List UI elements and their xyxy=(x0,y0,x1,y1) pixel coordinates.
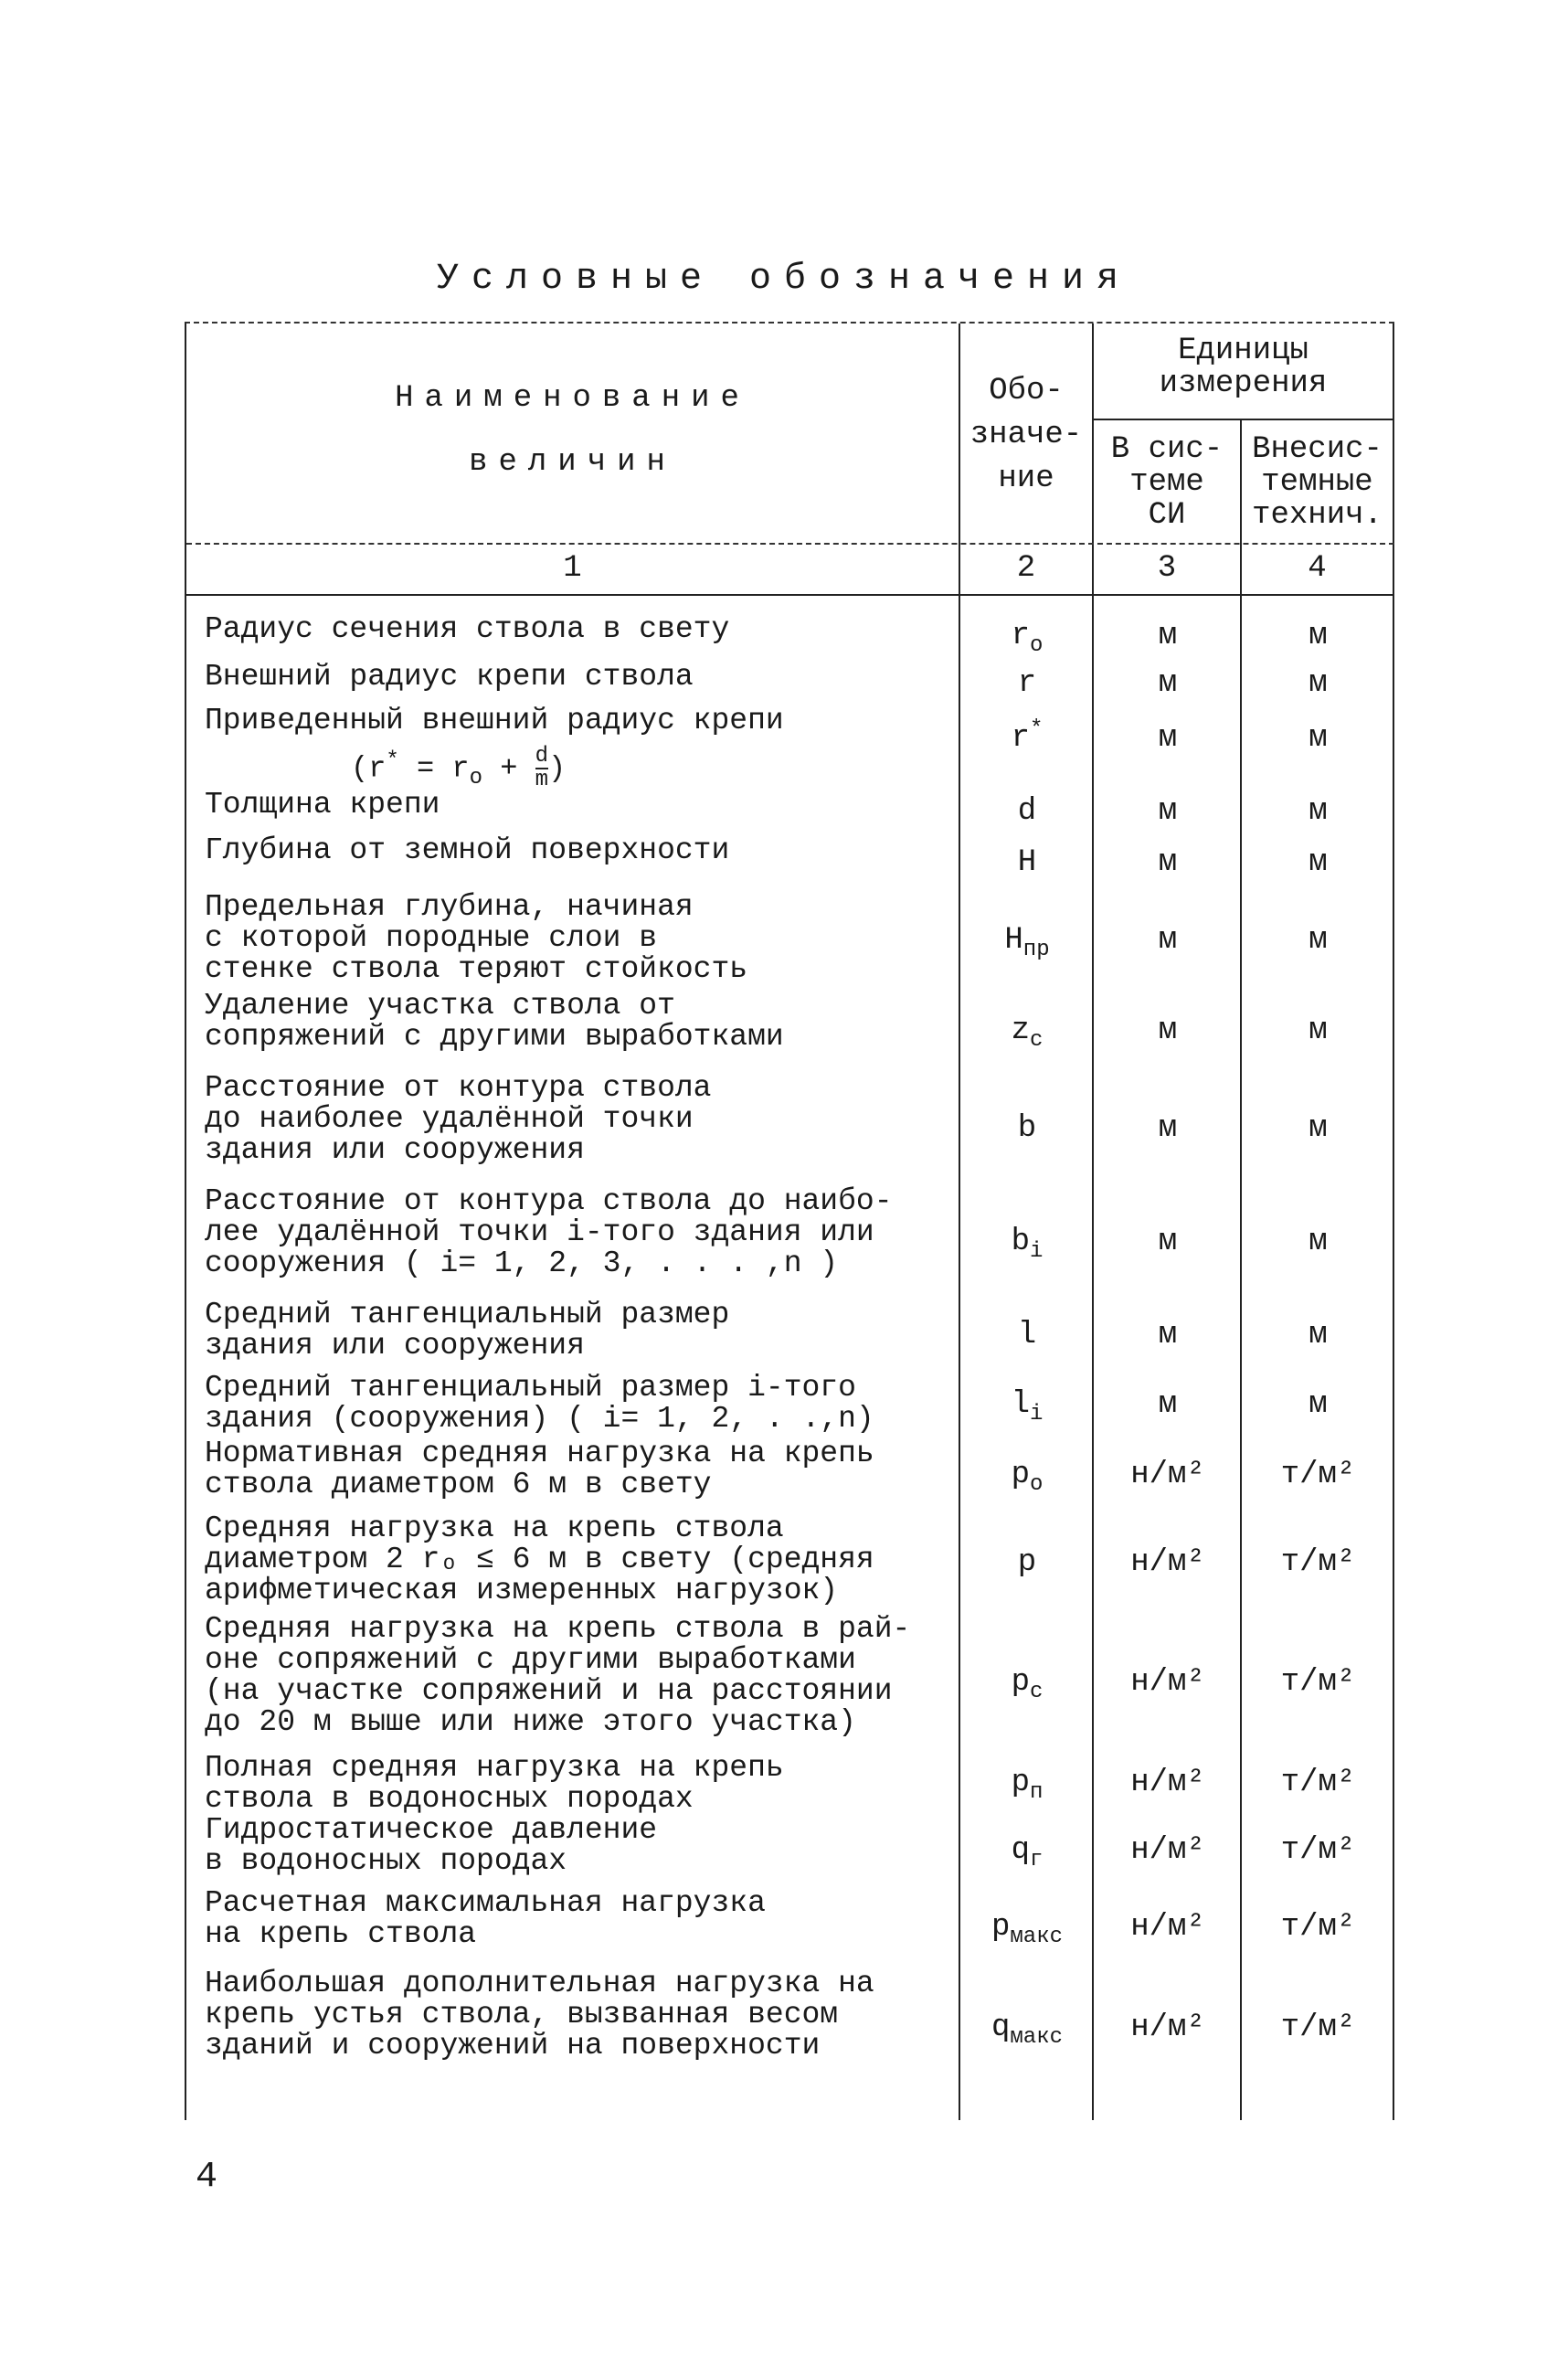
unit-si: н/м² xyxy=(1130,2010,1205,2045)
quantity-symbol: $p_{макс}$ xyxy=(991,1910,1063,1949)
unit-si: н/м² xyxy=(1130,1545,1205,1580)
quantity-name: Расстояние от контура ствола до наиболее удалённой точки здания или сооружения xyxy=(205,1071,712,1167)
table-row xyxy=(186,1373,1394,1437)
quantity-symbol: $b_i$ xyxy=(1011,1225,1044,1264)
quantity-name: Расчетная максимальная нагрузка на крепь ствола xyxy=(205,1886,766,1951)
unit-si: м xyxy=(1158,1387,1178,1422)
quantity-symbol: $p_c$ xyxy=(1011,1665,1044,1704)
table-row xyxy=(186,1299,1394,1371)
quantity-name: Приведенный внешний радиус крепи xyxy=(205,704,784,737)
header-name-line1: Наименование xyxy=(395,381,750,416)
quantity-name: Глубина от земной поверхности xyxy=(205,833,730,867)
unit-si: м xyxy=(1158,1013,1178,1048)
quantity-name: Полная средняя нагрузка на крепь ствола в водоносных породах xyxy=(205,1751,784,1816)
table-row xyxy=(186,991,1394,1071)
unit-si: н/м² xyxy=(1130,1458,1205,1492)
column-number: 2 xyxy=(1016,551,1036,586)
quantity-symbol: $q_{макс}$ xyxy=(991,2010,1063,2050)
table-row xyxy=(186,835,1394,890)
quantity-name: Средний тангенциальный размер здания или сооружения xyxy=(205,1298,730,1363)
quantity-symbol: b xyxy=(1017,1111,1037,1146)
table-row xyxy=(186,1513,1394,1612)
unit-tech: м xyxy=(1308,1111,1328,1146)
unit-tech: м xyxy=(1308,794,1328,829)
quantity-symbol: $z_c$ xyxy=(1011,1013,1044,1053)
quantity-symbol: l xyxy=(1017,1318,1037,1352)
unit-si: м xyxy=(1158,721,1178,756)
unit-si: м xyxy=(1158,619,1178,653)
quantity-name: Толщина крепи xyxy=(205,788,440,822)
table-row xyxy=(186,1751,1394,1816)
quantity-symbol: $r_o$ xyxy=(1011,619,1044,658)
unit-tech: т/м² xyxy=(1280,1545,1356,1580)
unit-tech: т/м² xyxy=(1280,1665,1356,1700)
unit-si: м xyxy=(1158,923,1178,958)
unit-si: н/м² xyxy=(1130,1833,1205,1868)
unit-tech: м xyxy=(1308,1225,1328,1259)
header-name-line2: величин xyxy=(469,445,676,480)
unit-tech: т/м² xyxy=(1280,2010,1356,2045)
unit-tech: м xyxy=(1308,1387,1328,1422)
unit-tech: м xyxy=(1308,619,1328,653)
table-row xyxy=(186,1438,1394,1512)
header-symbol: Обо- значе- ние xyxy=(969,374,1083,496)
unit-tech: т/м² xyxy=(1280,1910,1356,1945)
unit-tech: м xyxy=(1308,721,1328,756)
unit-tech: м xyxy=(1308,1318,1328,1352)
page-title: Условные обозначения xyxy=(436,259,1132,300)
page-number: 4 xyxy=(196,2157,218,2198)
unit-si: м xyxy=(1158,794,1178,829)
quantity-symbol: $p_п$ xyxy=(1011,1766,1044,1805)
table-row xyxy=(186,1815,1394,1886)
unit-si: м xyxy=(1158,845,1178,880)
quantity-symbol: $H_{пр}$ xyxy=(1004,923,1050,962)
header-rule xyxy=(186,543,1394,545)
table-row xyxy=(186,1073,1394,1184)
quantity-name: Внешний радиус крепи ствола xyxy=(205,660,694,694)
unit-si: м xyxy=(1158,1318,1178,1352)
unit-tech: т/м² xyxy=(1280,1833,1356,1868)
table-row xyxy=(186,1614,1394,1751)
quantity-symbol: r* xyxy=(1011,716,1044,756)
unit-tech: т/м² xyxy=(1280,1458,1356,1492)
header-units-si: В сис- теме СИ xyxy=(1110,432,1224,533)
quantity-name: Удаление участка ствола от сопряжений с другими выработками xyxy=(205,989,784,1054)
unit-si: м xyxy=(1158,1225,1178,1259)
formula: ($r^* = r_o$ + $\frac{d}{m}$ ) xyxy=(351,744,567,792)
header-units-tech: Внесис- темные технич. xyxy=(1252,432,1383,533)
column-number-rule xyxy=(186,594,1394,596)
table-row xyxy=(186,1186,1394,1298)
quantity-name: Средняя нагрузка на крепь ствола в рай- оне сопряжений с другими выработками (на участке сопряжений и на расстоянии до 20 м выше или ниже этого участка) xyxy=(205,1612,911,1739)
quantity-symbol: p xyxy=(1017,1545,1037,1580)
unit-tech: м xyxy=(1308,923,1328,958)
unit-tech: м xyxy=(1308,845,1328,880)
unit-si: н/м² xyxy=(1130,1766,1205,1800)
quantity-symbol: H xyxy=(1017,845,1037,880)
quantity-name: Гидростатическое давление в водоносных породах xyxy=(205,1813,658,1878)
units-subheader-rule xyxy=(1092,419,1394,420)
unit-tech: м xyxy=(1308,666,1328,701)
quantity-name: Нормативная средняя нагрузка на крепь ствола диаметром 6 м в свету xyxy=(205,1437,874,1501)
quantity-name: Средняя нагрузка на крепь ствола диаметром 2 rₒ ≤ 6 м в свету (средняя арифметическая измеренных нагрузок) xyxy=(205,1512,874,1607)
quantity-symbol: $q_г$ xyxy=(1011,1833,1044,1872)
quantity-symbol: d xyxy=(1017,794,1037,829)
table-row xyxy=(186,892,1394,989)
table-row xyxy=(186,1888,1394,1967)
table-row xyxy=(186,614,1394,658)
quantity-symbol: $l_i$ xyxy=(1011,1387,1044,1427)
unit-si: н/м² xyxy=(1130,1910,1205,1945)
column-number: 1 xyxy=(563,551,582,586)
quantity-name: Наибольшая дополнительная нагрузка на крепь устья ствола, вызванная весом зданий и сооружений на поверхности xyxy=(205,1967,874,2063)
unit-tech: т/м² xyxy=(1280,1766,1356,1800)
table-row xyxy=(186,662,1394,705)
table-row xyxy=(186,790,1394,833)
column-number: 3 xyxy=(1157,551,1177,586)
column-number: 4 xyxy=(1308,551,1327,586)
unit-si: н/м² xyxy=(1130,1665,1205,1700)
quantity-name: Средний тангенциальный размер i-того здания (сооружения) ( i= 1, 2, . .,n) xyxy=(205,1371,874,1436)
header-units-group: Единицы измерения xyxy=(1159,334,1328,401)
table-row xyxy=(186,1968,1394,2087)
unit-si: м xyxy=(1158,1111,1178,1146)
quantity-name: Расстояние от контура ствола до наибо- лее удалённой точки i-того здания или сооружения ( i= 1, 2, 3, . . . ,n ) xyxy=(205,1184,893,1280)
unit-si: м xyxy=(1158,666,1178,701)
quantity-name: Радиус сечения ствола в свету xyxy=(205,612,730,646)
unit-tech: м xyxy=(1308,1013,1328,1048)
quantity-symbol: $p_o$ xyxy=(1011,1458,1044,1497)
notation-table xyxy=(185,322,1394,2120)
quantity-name: Предельная глубина, начиная с которой породные слои в стенке ствола теряют стойкость xyxy=(205,890,748,986)
quantity-symbol: r xyxy=(1017,666,1037,701)
